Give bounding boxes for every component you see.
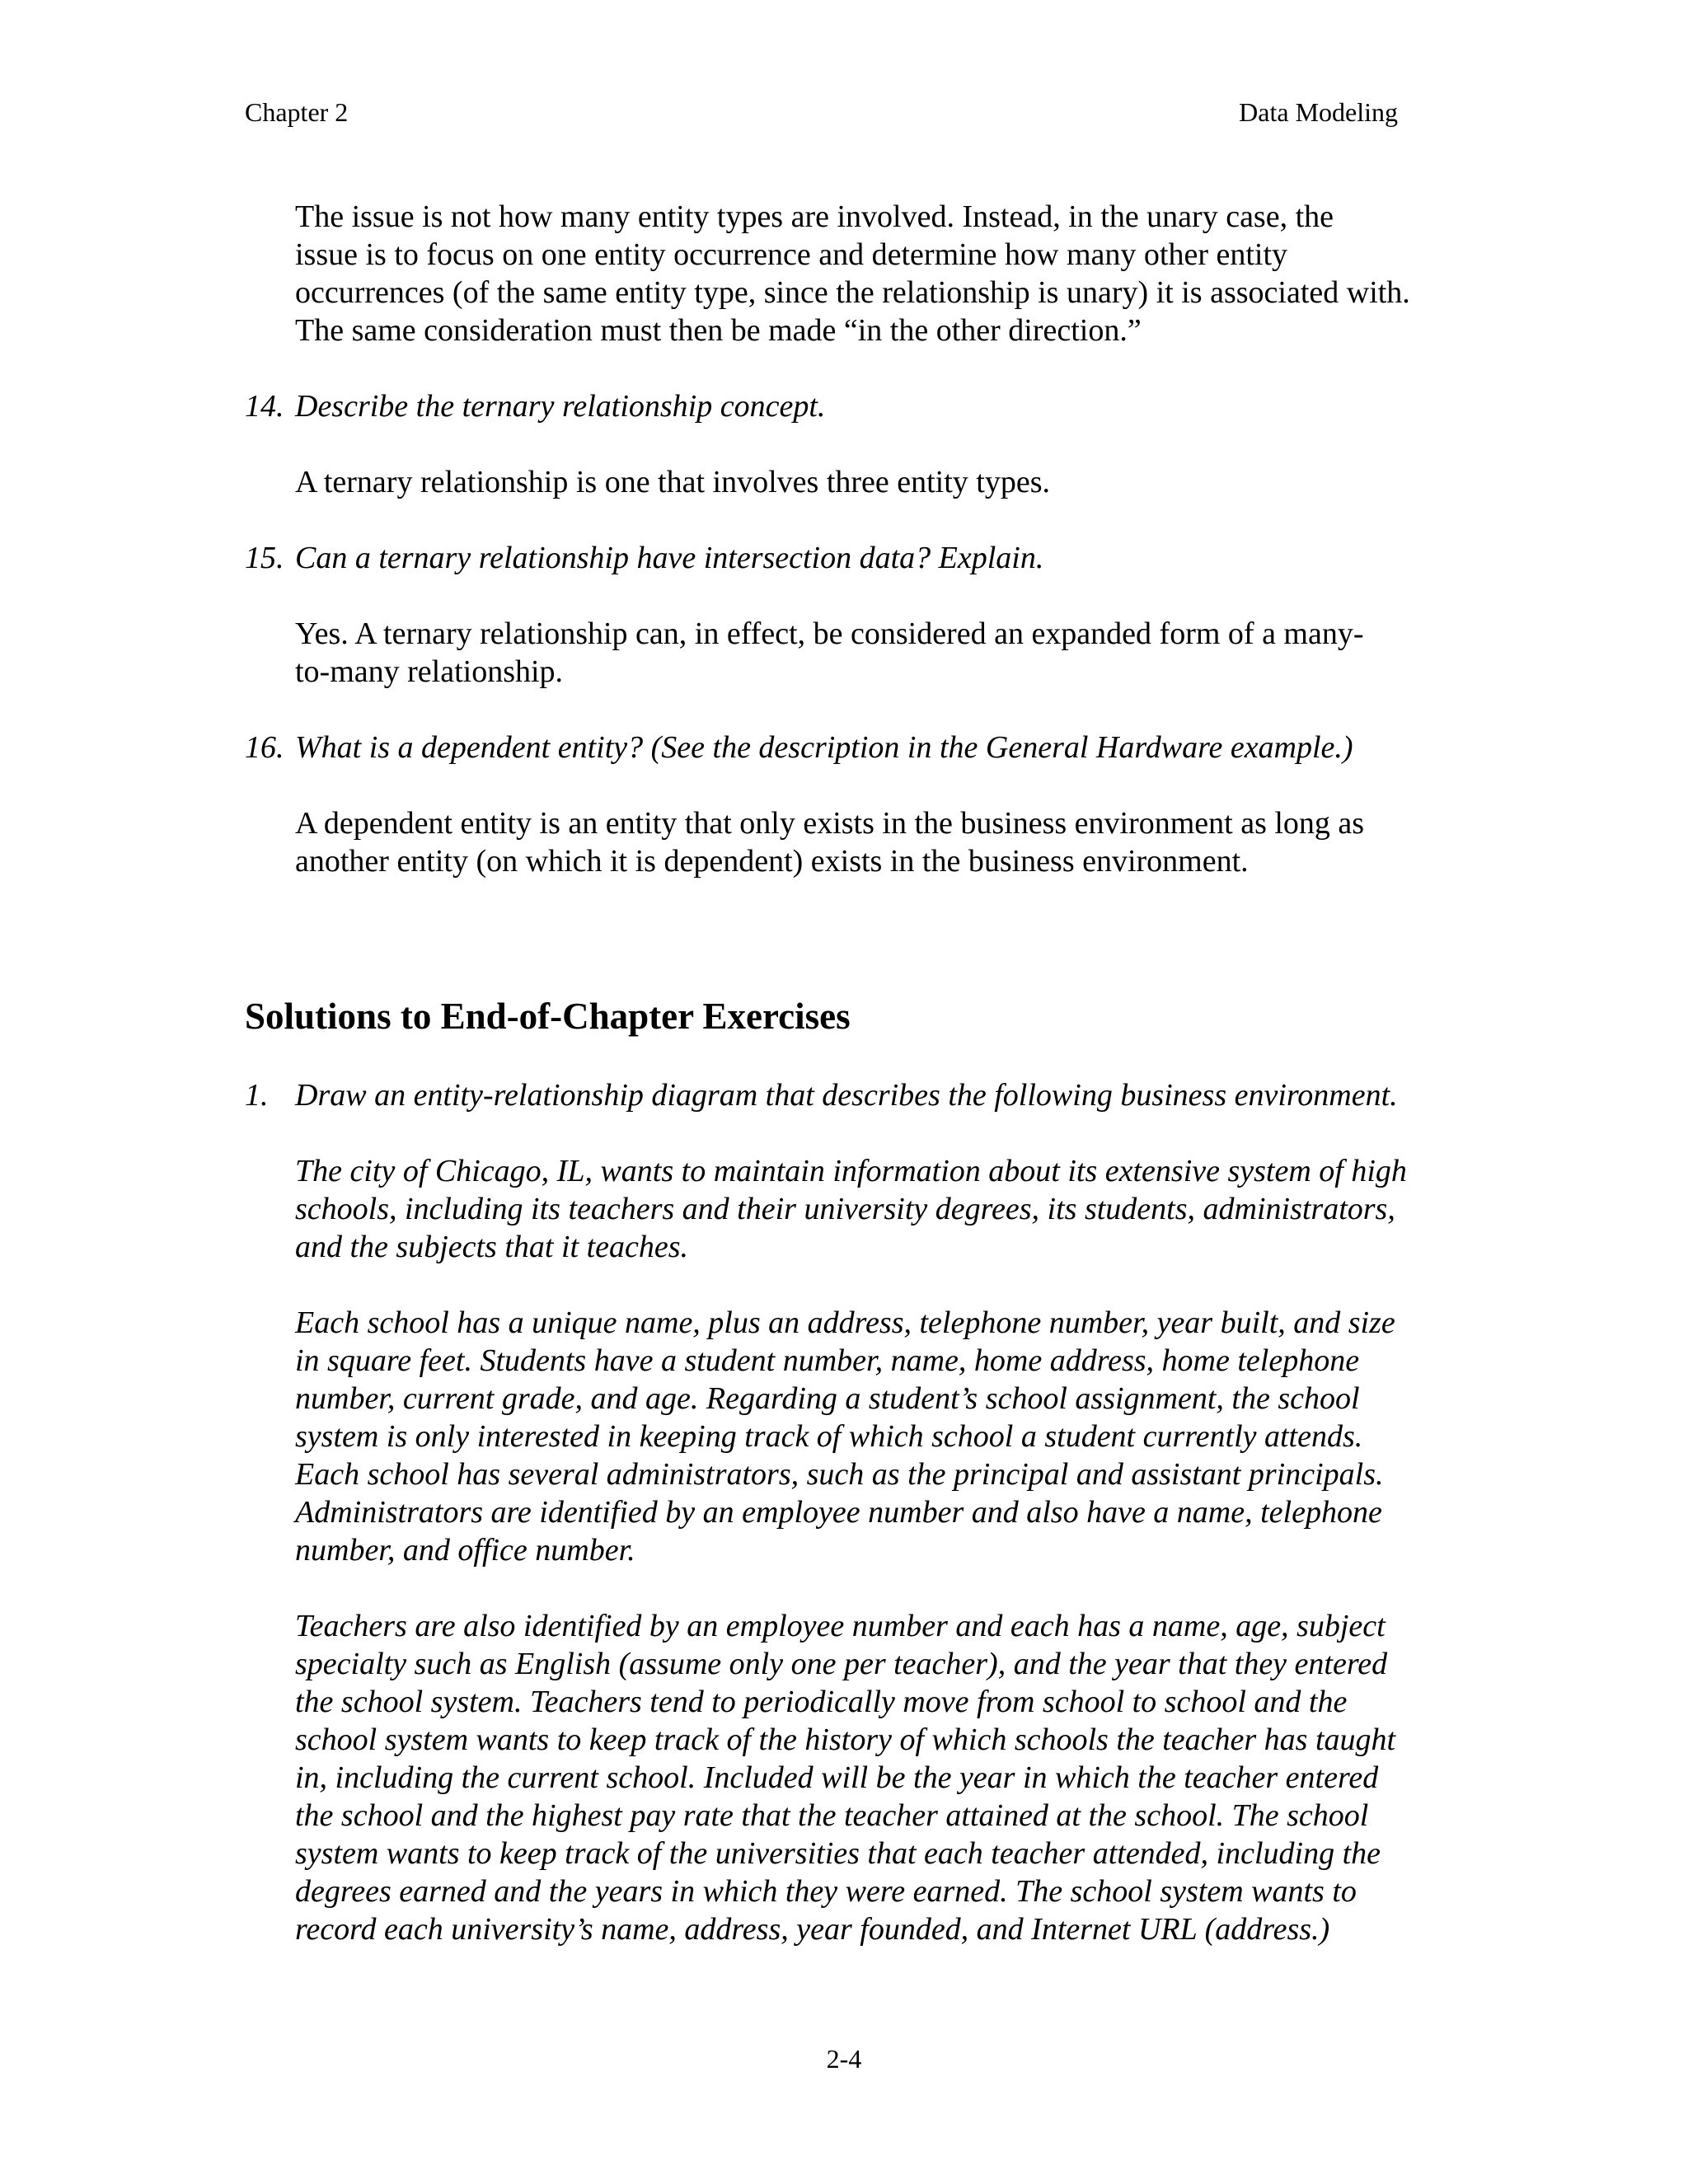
review-question-14: [245, 387, 1448, 425]
intro-paragraph: The issue is not how many entity types are involved. Instead, in the unary case, the issue is to focus on one entity occurrence and determine how many other entity occurrences (of the same entity type, since the relationship is unary) it is associated with. The same consideration must then be made “in the other direction.”: [295, 199, 1410, 348]
question-text: What is a dependent entity? (See the description in the General Hardware example.): [295, 730, 1353, 765]
question-number: 16.: [245, 730, 284, 765]
answer-15: Yes. A ternary relationship can, in effect, be considered an expanded form of a many- to-many relationship.: [295, 616, 1364, 689]
question-text: Can a ternary relationship have intersection data? Explain.: [295, 541, 1044, 575]
exercise-paragraph: Teachers are also identified by an employee number and each has a name, age, subject specialty such as English (assume only one per teacher), and the year that they entered the school system. Teachers tend to periodically move from school to school and the school system wants to keep track of the history of which schools the teacher has taught in, including the current school. Included will be the year in which the teacher entered the school and the highest pay rate that the teacher attained at the school. The school system wants to keep track of the universities that each teacher attended, including the degrees earned and the years in which they were earned. The school system wants to record each university’s name, address, year founded, and Internet URL (address.): [295, 1609, 1396, 1947]
page-number: 2-4: [826, 2044, 862, 2074]
review-question-15: [245, 539, 1448, 577]
exercise-paragraph: Each school has a unique name, plus an address, telephone number, year built, and size in square feet. Students have a student number, name, home address, home telephone number, current grade, and age. Regarding a student’s school assignment, the school system is only interested in keeping track of which school a student currently attends. Each school has several administrators, such as the principal and assistant principals. Administrators are identified by an employee number and also have a name, telephone number, and office number.: [295, 1305, 1395, 1568]
exercise-number: 1.: [245, 1078, 269, 1113]
answer-16: A dependent entity is an entity that only exists in the business environment as long as another entity (on which it is dependent) exists in the business environment.: [295, 806, 1365, 879]
exercise-prompt: Draw an entity-relationship diagram that describes the following business environment.: [295, 1078, 1398, 1113]
exercise-paragraph: The city of Chicago, IL, wants to maintain information about its extensive system of high schools, including its teachers and their university degrees, its students, administrators, and the subjects that it teaches.: [295, 1154, 1407, 1264]
question-text: Describe the ternary relationship concept.: [295, 389, 826, 424]
running-header-title: Data Modeling: [1239, 97, 1398, 127]
question-number: 15.: [245, 541, 284, 575]
running-header-chapter: Chapter 2: [245, 97, 349, 127]
review-question-16: [245, 729, 1448, 766]
question-number: 14.: [245, 389, 284, 424]
exercise-1: [245, 1076, 1448, 1114]
section-heading: Solutions to End-of-Chapter Exercises: [245, 996, 851, 1037]
answer-14: A ternary relationship is one that involves three entity types.: [295, 465, 1051, 499]
page-body: [245, 198, 1448, 1986]
